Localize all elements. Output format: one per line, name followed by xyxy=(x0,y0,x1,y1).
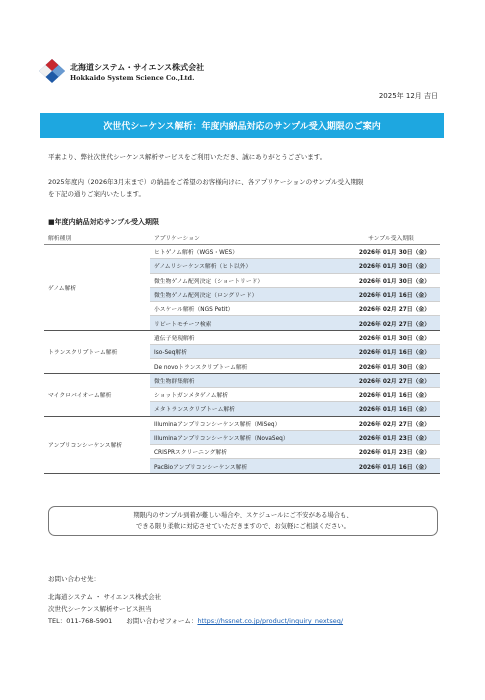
deadline-cell: 2026年 01月 16日（金） xyxy=(342,387,440,401)
notice-line-1: 期限内のサンプル到着が難しい場合や、スケジュールにご不安がある場合も、 xyxy=(133,512,353,519)
deadline-cell: 2026年 02月 27日（金） xyxy=(342,373,440,387)
application-cell: ゲノムリシーケンス解析（ヒト以外） xyxy=(150,259,342,273)
application-cell: 遺伝子発現解析 xyxy=(150,330,342,344)
application-cell: Iso-Seq解析 xyxy=(150,345,342,359)
title-banner xyxy=(40,113,444,138)
deadline-cell: 2026年 02月 27日（金） xyxy=(342,316,440,330)
application-cell: PacBioアンプリコンシーケンス解析 xyxy=(150,459,342,473)
application-cell: ショットガンメタゲノム解析 xyxy=(150,387,342,401)
contact-block xyxy=(48,573,343,627)
category-cell: アンプリコンシーケンス解析 xyxy=(44,416,150,473)
application-cell: 微生物ゲノム配列決定（ロングリード） xyxy=(150,287,342,301)
contact-tel-row xyxy=(48,615,343,627)
section-title: ■年度内納品対応サンプル受入期限 xyxy=(48,218,159,226)
inquiry-form-link[interactable]: https://hssnet.co.jp/product/inquiry_nextseq/ xyxy=(197,617,344,625)
table-row xyxy=(44,330,440,344)
category-cell: ゲノム解析 xyxy=(44,245,150,331)
issue-date: 2025年 12月 吉日 xyxy=(378,92,438,100)
contact-dept: 次世代シーケンス解析サービス担当 xyxy=(48,605,152,613)
table-header-row xyxy=(44,231,440,245)
deadline-cell: 2026年 02月 27日（金） xyxy=(342,416,440,430)
deadline-cell: 2026年 01月 23日（金） xyxy=(342,430,440,444)
company-name-en: Hokkaido System Science Co.,Ltd. xyxy=(70,74,195,82)
deadline-cell: 2026年 01月 16日（金） xyxy=(342,345,440,359)
intro-paragraph xyxy=(48,176,448,200)
contact-heading: お問い合わせ先： xyxy=(48,575,100,583)
application-cell: De novoトランスクリプトーム解析 xyxy=(150,359,342,373)
table-row xyxy=(44,416,440,430)
application-cell: リピートモチーフ検索 xyxy=(150,316,342,330)
category-cell: マイクロバイオーム解析 xyxy=(44,373,150,416)
application-cell: メタトランスクリプトーム解析 xyxy=(150,402,342,416)
deadline-cell: 2026年 01月 30日（金） xyxy=(342,273,440,287)
deadline-cell: 2026年 02月 27日（金） xyxy=(342,302,440,316)
deadline-cell: 2026年 01月 30日（金） xyxy=(342,359,440,373)
application-cell: 微生物ゲノム配列決定（ショートリード） xyxy=(150,273,342,287)
notice-line-2: できる限り柔軟に対応させていただきますので、お気軽にご相談ください。 xyxy=(136,523,350,530)
deadline-cell: 2026年 01月 16日（金） xyxy=(342,287,440,301)
application-cell: 小スケール解析（NGS Petit） xyxy=(150,302,342,316)
deadline-cell: 2026年 01月 16日（金） xyxy=(342,402,440,416)
company-logo-icon xyxy=(38,58,66,84)
category-cell: トランスクリプトーム解析 xyxy=(44,330,150,373)
deadline-cell: 2026年 01月 23日（金） xyxy=(342,445,440,459)
header-deadline: サンプル受入期限 xyxy=(342,231,440,245)
application-cell: Illuminaアンプリコンシーケンス解析（NovaSeq） xyxy=(150,430,342,444)
notice-box xyxy=(48,506,438,536)
deadline-table xyxy=(44,231,440,474)
deadline-cell: 2026年 01月 30日（金） xyxy=(342,245,440,259)
greeting-text: 平素より、弊社次世代シーケンス解析サービスをご利用いただき、誠にありがとうございます。 xyxy=(48,153,327,161)
deadline-cell: 2026年 01月 16日（金） xyxy=(342,459,440,473)
table-row xyxy=(44,373,440,387)
intro-line-1: 2025年度内（2026年3月末まで）の納品をご希望のお客様向けに、各アプリケーションのサンプル受入期限 xyxy=(48,178,364,186)
application-cell: CRISPRスクリーニング解析 xyxy=(150,445,342,459)
deadline-cell: 2026年 01月 30日（金） xyxy=(342,259,440,273)
application-cell: 微生物群集解析 xyxy=(150,373,342,387)
application-cell: ヒトゲノム解析（WGS・WES） xyxy=(150,245,342,259)
application-cell: Illuminaアンプリコンシーケンス解析（MiSeq） xyxy=(150,416,342,430)
contact-form-label: お問い合わせフォーム： xyxy=(126,617,198,625)
contact-tel: TEL：011-768-5901 xyxy=(48,617,113,625)
contact-company: 北海道システム ・ サイエンス株式会社 xyxy=(48,593,162,601)
header-application: アプリケーション xyxy=(150,231,342,245)
table-row xyxy=(44,245,440,259)
header-category: 解析種別 xyxy=(44,231,150,245)
intro-line-2: を下記の通りご案内いたします。 xyxy=(48,190,145,198)
deadline-cell: 2026年 01月 30日（金） xyxy=(342,330,440,344)
page-title: 次世代シーケンス解析：年度内納品対応のサンプル受入期限のご案内 xyxy=(103,122,381,132)
company-name-ja: 北海道システム・サイエンス株式会社 xyxy=(70,63,205,72)
